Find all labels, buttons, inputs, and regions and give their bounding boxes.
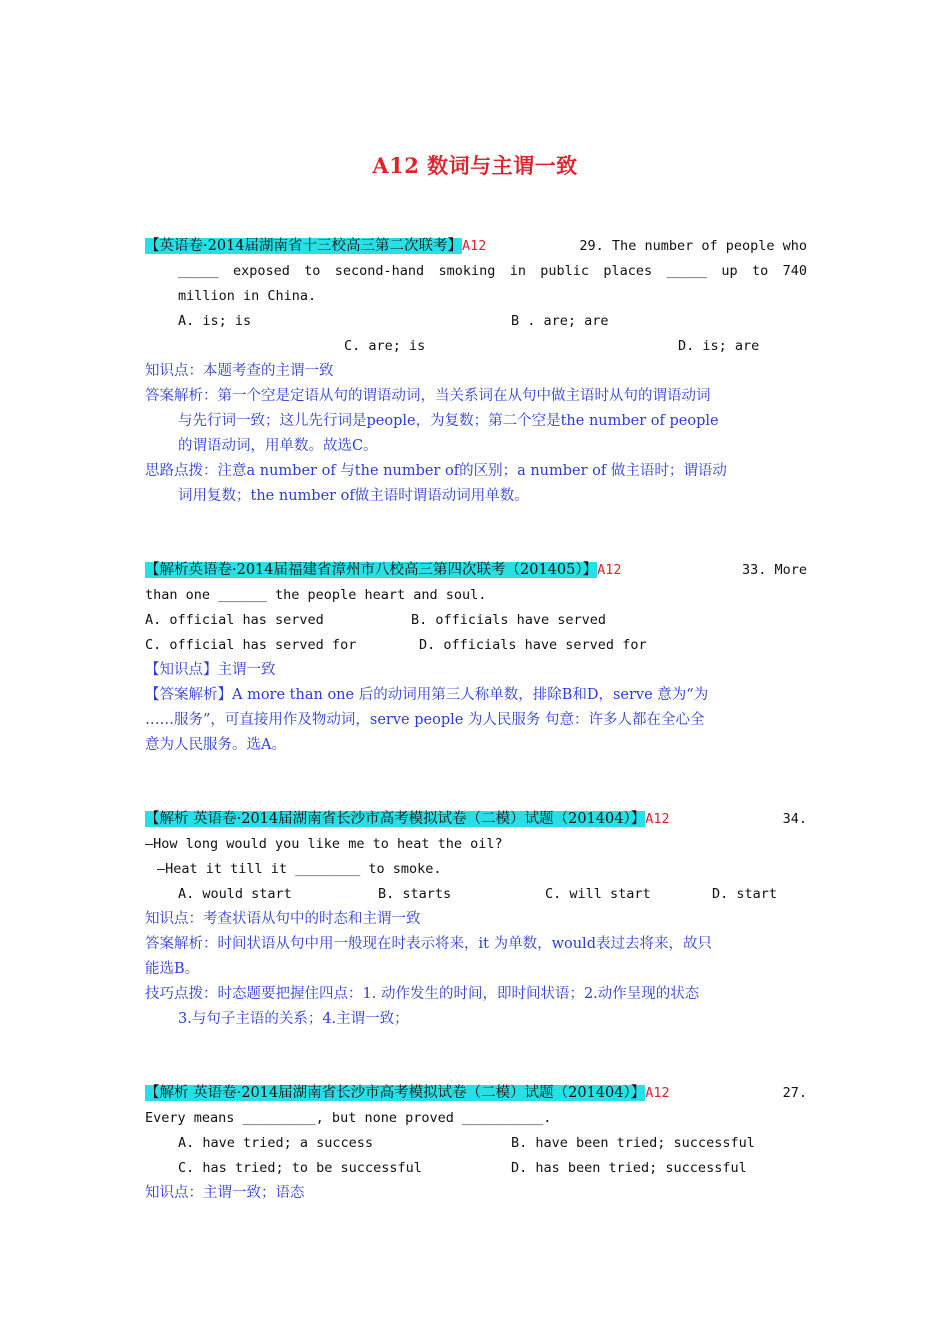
answer-analysis: 与先行词一致；这儿先行词是people，为复数；第二个空是the number of people bbox=[178, 413, 719, 429]
stem-word: _____ bbox=[178, 263, 219, 279]
stem-word: in bbox=[509, 263, 526, 279]
answer-analysis: 【答案解析】A more than one 后的动词用第三人称单数，排除B和D，serve 意为“为 bbox=[145, 687, 709, 703]
options-row bbox=[145, 608, 807, 633]
options-row bbox=[145, 882, 807, 907]
stem-word: _____ bbox=[666, 263, 708, 279]
options-row bbox=[145, 1131, 807, 1156]
tip: 3.与句子主语的关系；4.主谓一致； bbox=[178, 1011, 409, 1027]
option-a: A. would start bbox=[178, 886, 292, 902]
question-number: 34. bbox=[782, 811, 807, 827]
option-d: D. officials have served for bbox=[419, 637, 647, 653]
hint: 思路点拨：注意a number of 与the number of的区别；a number of 做主语时；谓语动 bbox=[145, 463, 727, 479]
source-highlight: 【解析 英语卷·2014届湖南省长沙市高考模拟试卷（二模）试题（201404）】 bbox=[145, 811, 646, 827]
tag-label: A12 bbox=[462, 238, 487, 254]
question-27 bbox=[145, 1081, 807, 1206]
knowledge-point: 知识点：考查状语从句中的时态和主谓一致 bbox=[145, 911, 421, 927]
question-header bbox=[145, 234, 807, 259]
question-stem-line: than one ______ the people heart and soul. bbox=[145, 587, 487, 603]
options-row bbox=[145, 334, 807, 359]
question-stem-line: —Heat it till it ________ to smoke. bbox=[157, 861, 442, 877]
question-33 bbox=[145, 558, 807, 758]
question-number: 33. More bbox=[741, 562, 807, 578]
stem-word: up bbox=[721, 263, 738, 279]
stem-word: to bbox=[304, 263, 321, 279]
knowledge-point: 【知识点】主谓一致 bbox=[145, 662, 276, 678]
stem-word: smoking bbox=[438, 263, 496, 279]
knowledge-point: 知识点：主谓一致；语态 bbox=[145, 1185, 305, 1201]
source-highlight: 【解析 英语卷·2014届湖南省长沙市高考模拟试卷（二模）试题（201404）】 bbox=[145, 1085, 646, 1101]
answer-analysis: 答案解析：时间状语从句中用一般现在时表示将来，it 为单数，would表过去将来，故只 bbox=[145, 936, 712, 952]
answer-analysis: 的谓语动词，用单数。故选C。 bbox=[178, 438, 378, 454]
option-c: C. has tried; to be successful bbox=[178, 1160, 422, 1176]
question-stem-line: —How long would you like me to heat the oil? bbox=[145, 836, 503, 852]
stem-word: exposed bbox=[232, 263, 290, 279]
option-c: C. official has served for bbox=[145, 637, 357, 653]
question-header bbox=[145, 807, 807, 832]
stem-word: places bbox=[603, 263, 653, 279]
question-header bbox=[145, 1081, 807, 1106]
options-row bbox=[145, 309, 807, 334]
option-b: B . are; are bbox=[511, 313, 609, 329]
page-title: A12 数词与主谓一致 bbox=[372, 153, 578, 178]
question-34 bbox=[145, 807, 807, 1032]
option-b: B. starts bbox=[378, 886, 452, 902]
options-row bbox=[145, 633, 807, 658]
option-b: B. officials have served bbox=[411, 612, 607, 628]
tag-label: A12 bbox=[645, 811, 670, 827]
question-header bbox=[145, 558, 807, 583]
option-c: C. will start bbox=[545, 886, 651, 902]
option-d: D. has been tried; successful bbox=[511, 1160, 747, 1176]
tip: 技巧点拨：时态题要把握住四点：1. 动作发生的时间，即时间状语；2.动作呈现的状态 bbox=[145, 986, 700, 1002]
tag-label: A12 bbox=[597, 562, 622, 578]
options-row bbox=[145, 1156, 807, 1181]
stem-word: second-hand bbox=[334, 263, 425, 279]
stem-word: to bbox=[751, 263, 769, 279]
question-stem-line: Every means _________, but none proved __________. bbox=[145, 1110, 552, 1126]
option-c: C. are; is bbox=[344, 338, 426, 354]
question-number: 27. bbox=[782, 1085, 807, 1101]
tag-label: A12 bbox=[645, 1085, 670, 1101]
question-stem-line: million in China. bbox=[178, 288, 317, 304]
knowledge-point: 知识点：本题考查的主谓一致 bbox=[145, 363, 334, 379]
hint: 词用复数；the number of做主语时谓语动词用单数。 bbox=[178, 488, 529, 504]
stem-word: public bbox=[540, 263, 590, 279]
option-a: A. have tried; a success bbox=[178, 1135, 374, 1151]
answer-analysis: 能选B。 bbox=[145, 961, 200, 977]
option-a: A. is; is bbox=[178, 313, 252, 329]
option-d: D. start bbox=[712, 886, 778, 902]
answer-analysis: ……服务”，可直接用作及物动词，serve people 为人民服务 句意：许多人都在全心全 bbox=[145, 712, 705, 728]
option-a: A. official has served bbox=[145, 612, 324, 628]
answer-analysis: 意为人民服务。选A。 bbox=[145, 737, 286, 753]
question-stem-line bbox=[145, 259, 807, 284]
source-highlight: 【解析英语卷·2014届福建省漳州市八校高三第四次联考（201405）】 bbox=[145, 562, 598, 578]
question-number: 29. The number of people who bbox=[579, 238, 807, 254]
option-b: B. have been tried; successful bbox=[511, 1135, 755, 1151]
option-d: D. is; are bbox=[678, 338, 760, 354]
answer-analysis: 答案解析：第一个空是定语从句的谓语动词，当关系词在从句中做主语时从句的谓语动词 bbox=[145, 388, 711, 404]
stem-word: 740 bbox=[782, 263, 807, 279]
source-highlight: 【英语卷·2014届湖南省十三校高三第二次联考】 bbox=[145, 238, 463, 254]
question-29 bbox=[145, 234, 807, 509]
